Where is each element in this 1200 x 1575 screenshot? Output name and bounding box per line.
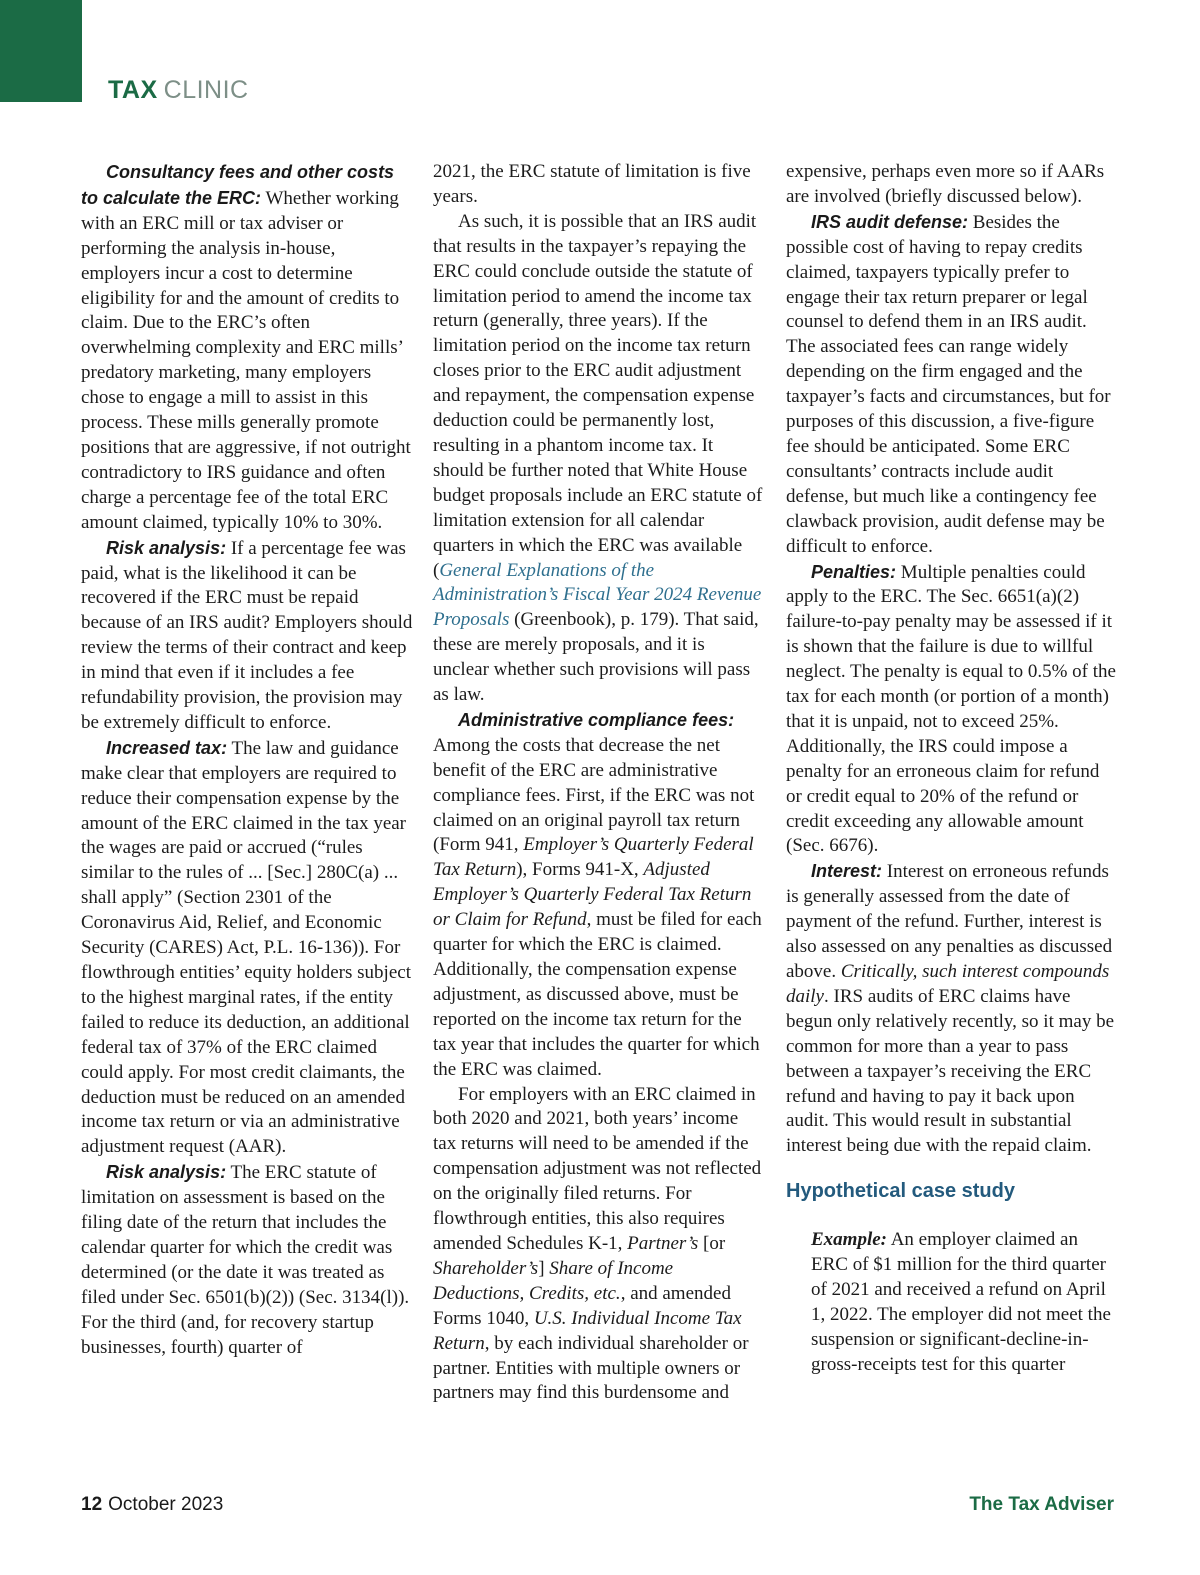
page-number: 12 (81, 1494, 103, 1515)
paragraph: IRS audit defense: Besides the possible cost of having to repay credits claimed, taxpayers typically prefer to engage their tax return preparer or legal counsel to defend them in an IRS audit. The associated fees can range widely depending on the firm engaged and the taxpayer’s facts and circumstances, but for purposes of this discussion, a five-figure fee should be anticipated. Some ERC consultants’ contracts include audit defense, but much like a contingency fee clawback provision, audit defense may be difficult to enforce. (786, 211, 1111, 557)
paragraph: expensive, perhaps even more so if AARs are involved (briefly discussed below). (786, 161, 1105, 207)
paragraph: As such, it is possible that an IRS audit that results in the taxpayer’s repaying the ERC could conclude outside the statute of limitation period to amend the income tax return (generally, three years). If the limitation period on the income tax return closes prior to the ERC audit adjustment and repayment, the compensation expense deduction could be permanently lost, resulting in a phantom income tax. It should be further noted that White House budget proposals include an ERC statute of limitation extension for all calendar quarters in which the ERC was available (General Explanations of the Administration’s Fiscal Year 2024 Revenue Proposals (Greenbook), p. 179). That said, these are merely proposals, and it is unclear whether such provisions will pass as law. (433, 210, 763, 706)
greenbook-link[interactable]: General Explanations of the Administration’s Fiscal Year 2024 Revenue Proposals (433, 559, 762, 631)
header-color-block (0, 0, 82, 102)
section-title: TAX CLINIC (108, 76, 249, 104)
example-paragraph: Example: An employer claimed an ERC of $1 million for the third quarter of 2021 and received a refund on April 1, 2022. The employer did not meet the suspension or significant-decline-in-gross-receipts test for this quarter (811, 1229, 1111, 1375)
footer-issue: 12 October 2023 (81, 1494, 224, 1515)
example-box (786, 1228, 1118, 1377)
paragraph: Penalties: Multiple penalties could apply to the ERC. The Sec. 6651(a)(2) failure-to-pay penalty may be assessed if it is shown that the failure is due to willful neglect. The penalty is equal to 0.5% of the tax for each month (or portion of a month) that it is unpaid, not to exceed 25%. Additionally, the IRS could impose a penalty for an erroneous claim for refund or credit equal to 20% of the refund or credit exceeding any allowable amount (Sec. 6676). (786, 561, 1116, 857)
footer-publication: The Tax Adviser (969, 1494, 1114, 1515)
paragraph: Risk analysis: If a percentage fee was paid, what is the likelihood it can be recovered if the ERC must be repaid because of an IRS audit? Employers should review the terms of their contract and keep in mind that even if it includes a fee refundability provision, the provision may be extremely difficult to enforce. (81, 537, 413, 733)
paragraph: Increased tax: The law and guidance make clear that employers are required to reduce their compensation expense by the amount of the ERC claimed in the tax year the wages are paid or accrued (“rules similar to the rules of ... [Sec.] 280C(a) ... shall apply” (Section 2301 of the Coronavirus Aid, Relief, and Economic Security (CARES) Act, P.L. 16-136)). For flowthrough entities’ equity holders subject to the highest marginal rates, if the entity failed to reduce its deduction, an additional federal tax of 37% of the ERC claimed could apply. For most credit claimants, the deduction must be reduced on an amended income tax return or via an administrative adjustment request (AAR). (81, 737, 411, 1158)
paragraph: For employers with an ERC claimed in both 2020 and 2021, both years’ income tax returns will need to be amended if the compensation adjustment was not reflected on the originally filed returns. For flowthrough entities, this also requires amended Schedules K-1, Partner’s [or Shareholder’s] Share of Income Deductions, Credits, etc., and amended Forms 1040, U.S. Individual Income Tax Return, by each individual shareholder or partner. Entities with multiple owners or partners may find this burdensome and (433, 1083, 762, 1404)
paragraph: 2021, the ERC statute of limitation is five years. (433, 161, 751, 207)
paragraph: Administrative compliance fees: Among the costs that decrease the net benefit of the ERC are administrative compliance fees. First, if the ERC was not claimed on an original payroll tax return (Form 941, Employer’s Quarterly Federal Tax Return), Forms 941-X, Adjusted Employer’s Quarterly Federal Tax Return or Claim for Refund, must be filed for each quarter for which the ERC is claimed. Additionally, the compensation expense adjustment, as discussed above, must be reported on the income tax return for the tax year that includes the quarter for which the ERC was claimed. (433, 709, 762, 1080)
article-column-3 (786, 160, 1118, 1378)
paragraph: Consultancy fees and other costs to calculate the ERC: Whether working with an ERC mill or tax adviser or performing the analysis in-house, employers incur a cost to determine eligibility for and the amount of credits to claim. Due to the ERC’s often overwhelming complexity and ERC mills’ predatory marketing, many employers chose to engage a mill to assist in this process. These mills generally promote positions that are aggressive, if not outright contradictory to IRS guidance and often charge a percentage fee of the total ERC amount claimed, typically 10% to 30%. (81, 162, 411, 533)
article-column-1 (81, 160, 413, 1361)
paragraph: Risk analysis: The ERC statute of limitation on assessment is based on the filing date of the return that includes the calendar quarter for which the credit was determined (or the date it was treated as filed under Sec. 6501(b)(2)) (Sec. 3134(l)). For the third (and, for recovery startup businesses, fourth) quarter of (81, 1162, 410, 1358)
article-column-2 (433, 160, 765, 1406)
subheading: Hypothetical case study (786, 1180, 1015, 1203)
paragraph: Interest: Interest on erroneous refunds is generally assessed from the date of payment of the refund. Further, interest is also assessed on any penalties as discussed above. Critically, such interest compounds daily. IRS audits of ERC claims have begun only relatively recently, so it may be common for more than a year to pass between a taxpayer’s receiving the ERC refund and having to pay it back upon audit. This would result in substantial interest being due with the repaid claim. (786, 861, 1115, 1157)
